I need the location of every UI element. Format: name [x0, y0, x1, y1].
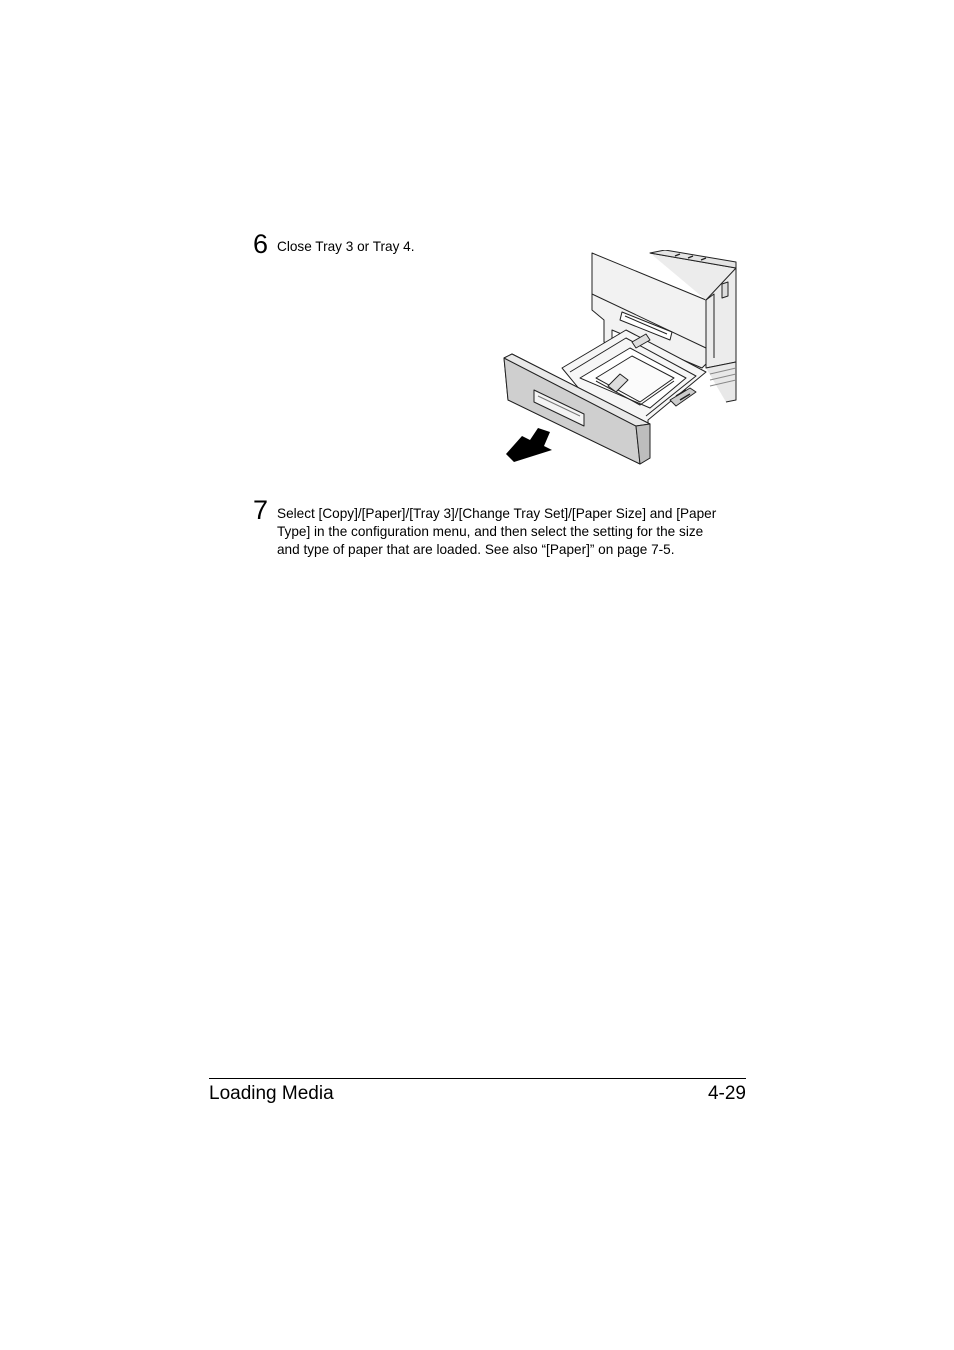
- step-number: 7: [253, 495, 269, 525]
- footer-section-title: Loading Media: [209, 1083, 334, 1104]
- tray-close-illustration: [500, 250, 740, 472]
- footer-divider: [209, 1078, 746, 1079]
- footer-page-number: 4-29: [707, 1083, 746, 1104]
- instruction-line: and type of paper that are loaded. See also “[Paper]” on page 7-5.: [277, 542, 675, 557]
- instruction-line: Type] in the configuration menu, and then select the setting for the size: [277, 524, 704, 539]
- step-number: 6: [253, 229, 269, 259]
- step-instruction: [277, 238, 415, 256]
- instruction-line: Close Tray 3 or Tray 4.: [277, 239, 415, 254]
- push-arrow-icon: [506, 428, 552, 462]
- step-instruction: [277, 505, 716, 559]
- instruction-line: Select [Copy]/[Paper]/[Tray 3]/[Change Tray Set]/[Paper Size] and [Paper: [277, 506, 717, 521]
